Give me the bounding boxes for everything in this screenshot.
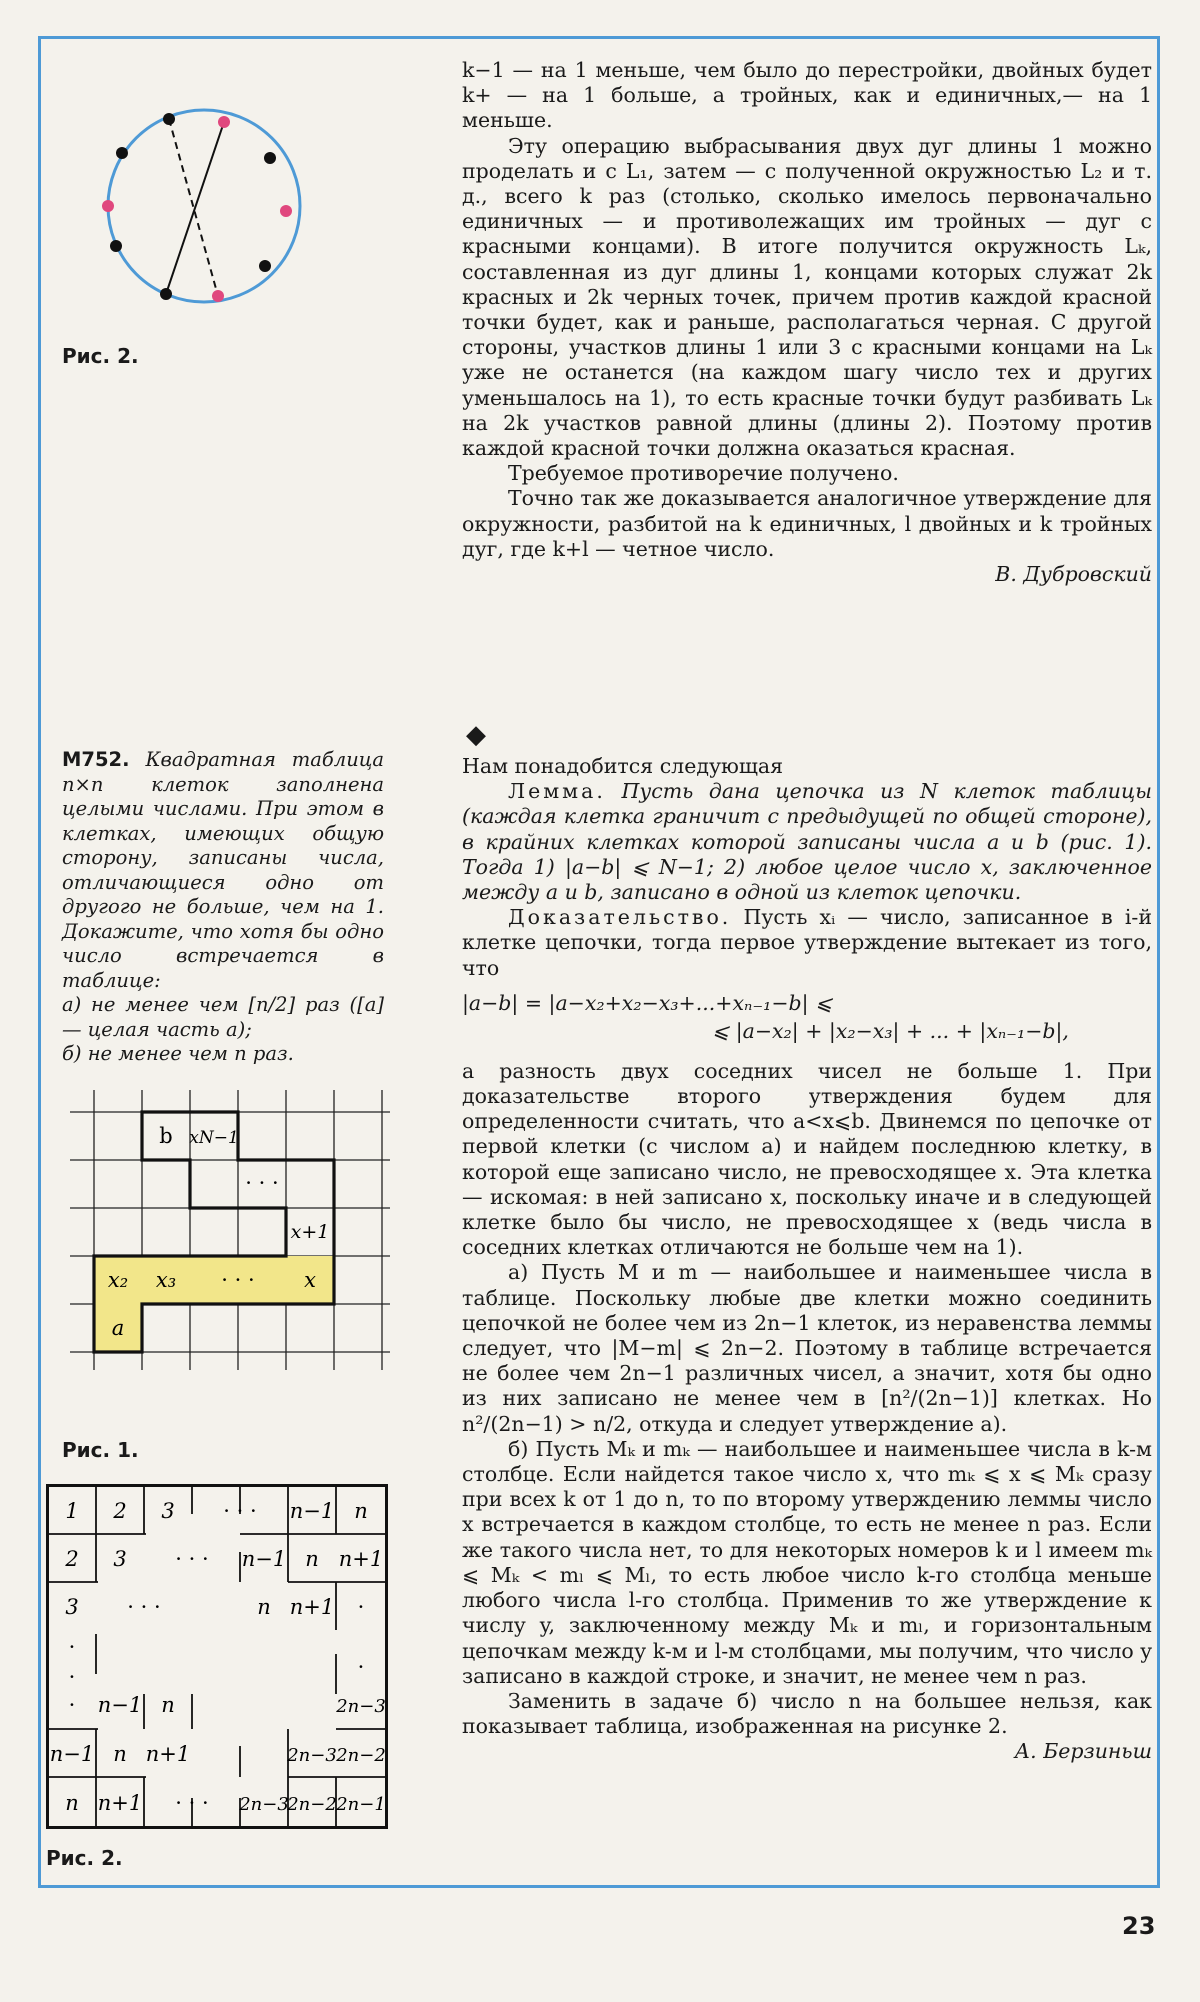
- solution-last: Заменить в задаче б) число n на большее нельзя, как показывает таблица, изображенная на рисунке 2.: [462, 1688, 1152, 1739]
- signature-dubrovsky: В. Дубровский: [995, 562, 1152, 587]
- f2-r2c5: n: [305, 1547, 319, 1571]
- f2-r1c1: 1: [65, 1499, 79, 1523]
- problem-number: М752.: [62, 748, 130, 771]
- circle: [108, 110, 300, 302]
- f2-r2c3: · · ·: [175, 1547, 209, 1571]
- formula-line-1: |a−b| = |a−x₂+x₂−x₃+...+xₙ₋₁−b| ⩽: [462, 990, 833, 1015]
- f2-r6c5: 2n−2: [336, 1745, 386, 1766]
- cell-dots-top: · · ·: [245, 1171, 279, 1195]
- f2-r6c2: n: [113, 1742, 127, 1766]
- f2-r1c6: n: [354, 1499, 368, 1523]
- problem-part-a: а) не менее чем [n/2] раз ([a] — целая часть a);: [62, 993, 384, 1041]
- circle-figure: [90, 100, 320, 320]
- f2-r7c5: 2n−2: [287, 1794, 337, 1815]
- f2-r5c4: 2n−3: [336, 1696, 386, 1717]
- f2-r3c2: · · ·: [127, 1595, 161, 1619]
- top-p1: k−1 — на 1 меньше, чем было до перестройки, двойных будет k+ — на 1 больше, а тройных, как и единичных,— на 1 меньше.: [462, 58, 1152, 133]
- f2-r4c2: ·: [68, 1665, 76, 1689]
- f2-r7c3: · · ·: [175, 1791, 209, 1815]
- fig-top-caption: Рис. 2.: [62, 344, 139, 368]
- f2-r7c1: n: [65, 1791, 79, 1815]
- signature-berzinsh: А. Берзиньш: [1014, 1739, 1152, 1764]
- problem-text: Квадратная таблица n×n клеток заполнена целыми числами. При этом в клетках, имеющих общую сторону, записаны числа, отличающиеся одно от другого не больше, чем на 1. Докажите, что хотя бы одно число встречается в таблице:: [62, 748, 384, 992]
- lemma-text: Пусть дана цепочка из N клеток таблицы (каждая клетка граничит с предыдущей по общей стороне), в крайних клетках которой записаны числа a и b (рис. 1). Тогда 1) |a−b| ⩽ N−1; 2) любое целое число x, заключенное между a и b, записано в одной из клеток цепочки.: [462, 779, 1152, 905]
- cell-a: a: [111, 1316, 125, 1340]
- f2-r6c1: n−1: [49, 1742, 95, 1766]
- f2-r7c4: 2n−3: [239, 1794, 289, 1815]
- f2-r1c2: 2: [113, 1499, 127, 1523]
- table-inner-lines: [48, 1486, 386, 1826]
- f2-r5c3: n: [161, 1693, 175, 1717]
- page-number: 23: [1122, 1912, 1156, 1940]
- f2-r2c2: 3: [113, 1547, 127, 1571]
- dashed-chord: [169, 119, 218, 296]
- cell-x: x: [304, 1268, 316, 1292]
- cell-x3: x₃: [155, 1268, 177, 1292]
- f2-r2c6: n+1: [338, 1547, 384, 1571]
- top-p3: Требуемое противоречие получено.: [508, 461, 899, 486]
- solution-part-a: а) Пусть M и m — наибольшее и наименьшее числа в таблице. Поскольку любые две клетки можно соединить цепочкой не более чем из 2n−1 клеток, из неравенства леммы следует, что |M−m| ⩽ 2n−2. Поэтому в таблице встречается не более чем 2n−1 различных чисел, а значит, хотя бы одно из них записано не менее чем в [n²/(2n−1)] клетках. Но n²/(2n−1) > n/2, откуда и следует утверждение а).: [462, 1260, 1152, 1436]
- top-p4: Точно так же доказывается аналогичное утверждение для окружности, разбитой на k единичных, l двойных и k тройных дуг, где k+l — четное число.: [462, 486, 1152, 561]
- f2-r1c3: 3: [161, 1499, 175, 1523]
- cell-b: b: [159, 1124, 173, 1148]
- f2-r6c4: 2n−3: [287, 1745, 337, 1766]
- solution-part-b: б) Пусть Mₖ и mₖ — наибольшее и наименьшее числа в k-м столбце. Если найдется такое число x, что mₖ ⩽ x ⩽ Mₖ сразу при всех k от 1 до n, то по второму утверждению леммы число x встречается в каждом столбце, то есть не менее n раз. Если же такого числа нет, то для некоторых номеров k и l имеем mₖ ⩽ Mₖ < mₗ ⩽ Mₗ, то есть любое число k-го столбца меньше любого числа l-го столбца. Применив то же утверждение к числу y, заключенному между Mₖ и mₗ, и горизонтальным цепочкам между k-м и l-м столбцами, мы получим, что число y записано в каждой строке, и значит, не менее чем n раз.: [462, 1436, 1152, 1688]
- cell-x2: x₂: [107, 1268, 129, 1292]
- f2-r3c3: n: [257, 1595, 271, 1619]
- cell-xp1: x+1: [290, 1221, 330, 1243]
- solution-text: [462, 754, 1152, 1765]
- top-p2: Эту операцию выбрасывания двух дуг длины 1 можно проделать и с L₁, затем — с полученной окружностью L₂ и т. д., всего k раз (столько, сколько имелось первоначально единичных — и противолежащих им тройных — дуг с красными концами). В итоге получится окружность Lₖ, составленная из дуг длины 1, концами которых служат 2k красных и 2k черных точек, причем против каждой красной точки будет, как и раньше, располагаться черная. С другой стороны, участков длины 1 или 3 с красными концами на Lₖ уже не останется (на каждом шагу число тех и других уменьшалось на 1), то есть красные точки будут разбивать Lₖ на 2k участков равной длины (длины 2). Поэтому против каждой красной точки должна оказаться красная.: [462, 133, 1152, 461]
- f2-r4c1: ·: [68, 1635, 76, 1659]
- f2-r1c4: · · ·: [223, 1499, 257, 1523]
- problem-part-b: б) не менее чем n раз.: [62, 1042, 294, 1065]
- lemma-word: Лемма.: [508, 779, 606, 804]
- proof-word: Доказательство.: [508, 905, 732, 930]
- f2-r7c2: n+1: [97, 1791, 143, 1815]
- yellow-row: [94, 1256, 334, 1304]
- f2-r6c3: n+1: [145, 1742, 191, 1766]
- f2-r5c1: ·: [68, 1693, 76, 1717]
- proof-text: Пусть xᵢ — число, записанное в i-й клетке цепочки, тогда первое утверждение вытекает из того, что: [462, 905, 1152, 980]
- fig2-table: [46, 1484, 390, 1836]
- solution-intro: Нам понадобится следующая: [462, 754, 784, 778]
- f2-r7c6: 2n−1: [336, 1794, 386, 1815]
- fig1-caption: Рис. 1.: [62, 1438, 139, 1462]
- f2-r1c5: n−1: [289, 1499, 335, 1523]
- f2-r2c4: n−1: [241, 1547, 287, 1571]
- top-text: [462, 58, 1152, 587]
- problem-statement: [62, 748, 384, 1067]
- fig1-grid: [70, 1090, 390, 1370]
- f2-r5c2: n−1: [97, 1693, 143, 1717]
- solid-chord: [166, 122, 224, 294]
- f2-r2c1: 2: [65, 1547, 79, 1571]
- f2-r3c1: 3: [65, 1595, 79, 1619]
- f2-r3c4: n+1: [289, 1595, 335, 1619]
- cell-xn1: xN−1: [189, 1128, 239, 1148]
- formula-line-2: ⩽ |a−x₂| + |x₂−x₃| + ... + |xₙ₋₁−b|,: [712, 1018, 1069, 1043]
- solution-p-after: а разность двух соседних чисел не больше 1. При доказательстве второго утверждения будем для определенности считать, что a<x⩽b. Двинемся по цепочке от первой клетки (с числом a) и найдем последнюю клетку, в которой еще записано число, не превосходящее x. Эта клетка — искомая: в ней записано x, поскольку иначе и в следующей клетке было бы число, не превосходящее x (ведь числа в соседних клетках отличаются не больше чем на 1).: [462, 1058, 1152, 1260]
- f2-r3c5: ·: [357, 1595, 365, 1619]
- fig2-caption: Рис. 2.: [46, 1846, 123, 1870]
- formula: [462, 989, 1152, 1045]
- cell-dots-mid: · · ·: [221, 1268, 255, 1292]
- diamond-icon: ◆: [466, 720, 486, 750]
- f2-r4c3: ·: [357, 1655, 365, 1679]
